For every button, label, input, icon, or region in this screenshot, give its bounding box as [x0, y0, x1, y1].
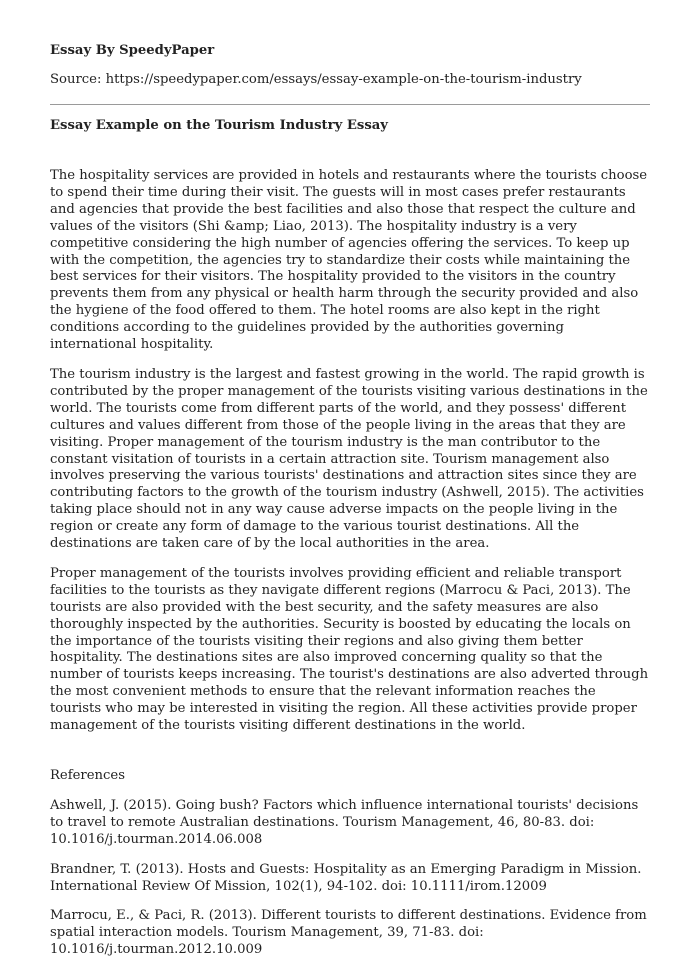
essay-paragraph: The hospitality services are provided in hotels and restaurants where the tourists choose to spend their time during their visit. The guests will in most cases prefer restaurants and agencies that provide the best facilities and also those that respect the culture and values of the visitors (Shi &amp; Liao, 2013). The hospitality industry is a very competitive considering the high number of agencies offering the services. To keep up with the competition, the agencies try to standardize their costs while maintaining the best services for their visitors. The hospitality provided to the visitors in the country prevents them from any physical or health harm through the security provided and also the hygiene of the food offered to them. The hotel rooms are also kept in the right conditions according to the guidelines provided by the authorities governing international hospitality. — [50, 168, 648, 353]
references-list — [50, 798, 650, 959]
reference-item: Ashwell, J. (2015). Going bush? Factors which influence international tourists' decisions to travel to remote Australian destinations. Tourism Management, 46, 80-83. doi: 10.1016/j.tourman.2014.06.008 — [50, 797, 639, 847]
essay-body — [50, 168, 650, 735]
reference-item: Marrocu, E., & Paci, R. (2013). Different tourists to different destinations. Evidence from spatial interaction models. Tourism Management, 39, 71-83. doi: 10.1016/j.tourman.2012.10.009 — [50, 908, 647, 958]
document-header-title: Essay By SpeedyPaper — [50, 43, 215, 58]
references-heading: References — [50, 768, 125, 783]
header-divider — [50, 104, 650, 105]
essay-paragraph: The tourism industry is the largest and fastest growing in the world. The rapid growth is contributed by the proper management of the tourists visiting various destinations in the world. The tourists come from different parts of the world, and they possess' different cultures and values different from those of the people living in the areas that they are visiting. Proper management of the tourism industry is the man contributor to the constant visitation of tourists in a certain attraction site. Tourism management also involves preserving the various tourists' destinations and attraction sites since they are contributing factors to the growth of the tourism industry (Ashwell, 2015). The activities taking place should not in any way cause adverse impacts on the people living in the region or create any form of damage to the various tourist destinations. All the destinations are taken care of by the local authorities in the area. — [50, 366, 648, 552]
essay-paragraph: Proper management of the tourists involves providing efficient and reliable transport facilities to the tourists as they navigate different regions (Marrocu & Paci, 2013). The tourists are also provided with the best security, and the safety measures are also thoroughly inspected by the authorities. Security is boosted by educating the locals on the importance of the tourists visiting their regions and also giving them better hospitality. The destinations sites are also improved concerning quality so that the number of tourists keeps increasing. The tourist's destinations are also adverted through the most convenient methods to ensure that the relevant information reaches the tourists who may be interested in visiting the region. All these activities provide proper management of the tourists visiting different destinations in the world. — [50, 565, 649, 734]
source-url: Source: https://speedypaper.com/essays/essay-example-on-the-tourism-industry — [50, 72, 582, 87]
reference-item: Brandner, T. (2013). Hosts and Guests: Hospitality as an Emerging Paradigm in Mission. International Review Of Mission, 102(1), 94-102. doi: 10.1111/irom.12009 — [50, 861, 642, 894]
essay-title: Essay Example on the Tourism Industry Essay — [50, 118, 388, 133]
